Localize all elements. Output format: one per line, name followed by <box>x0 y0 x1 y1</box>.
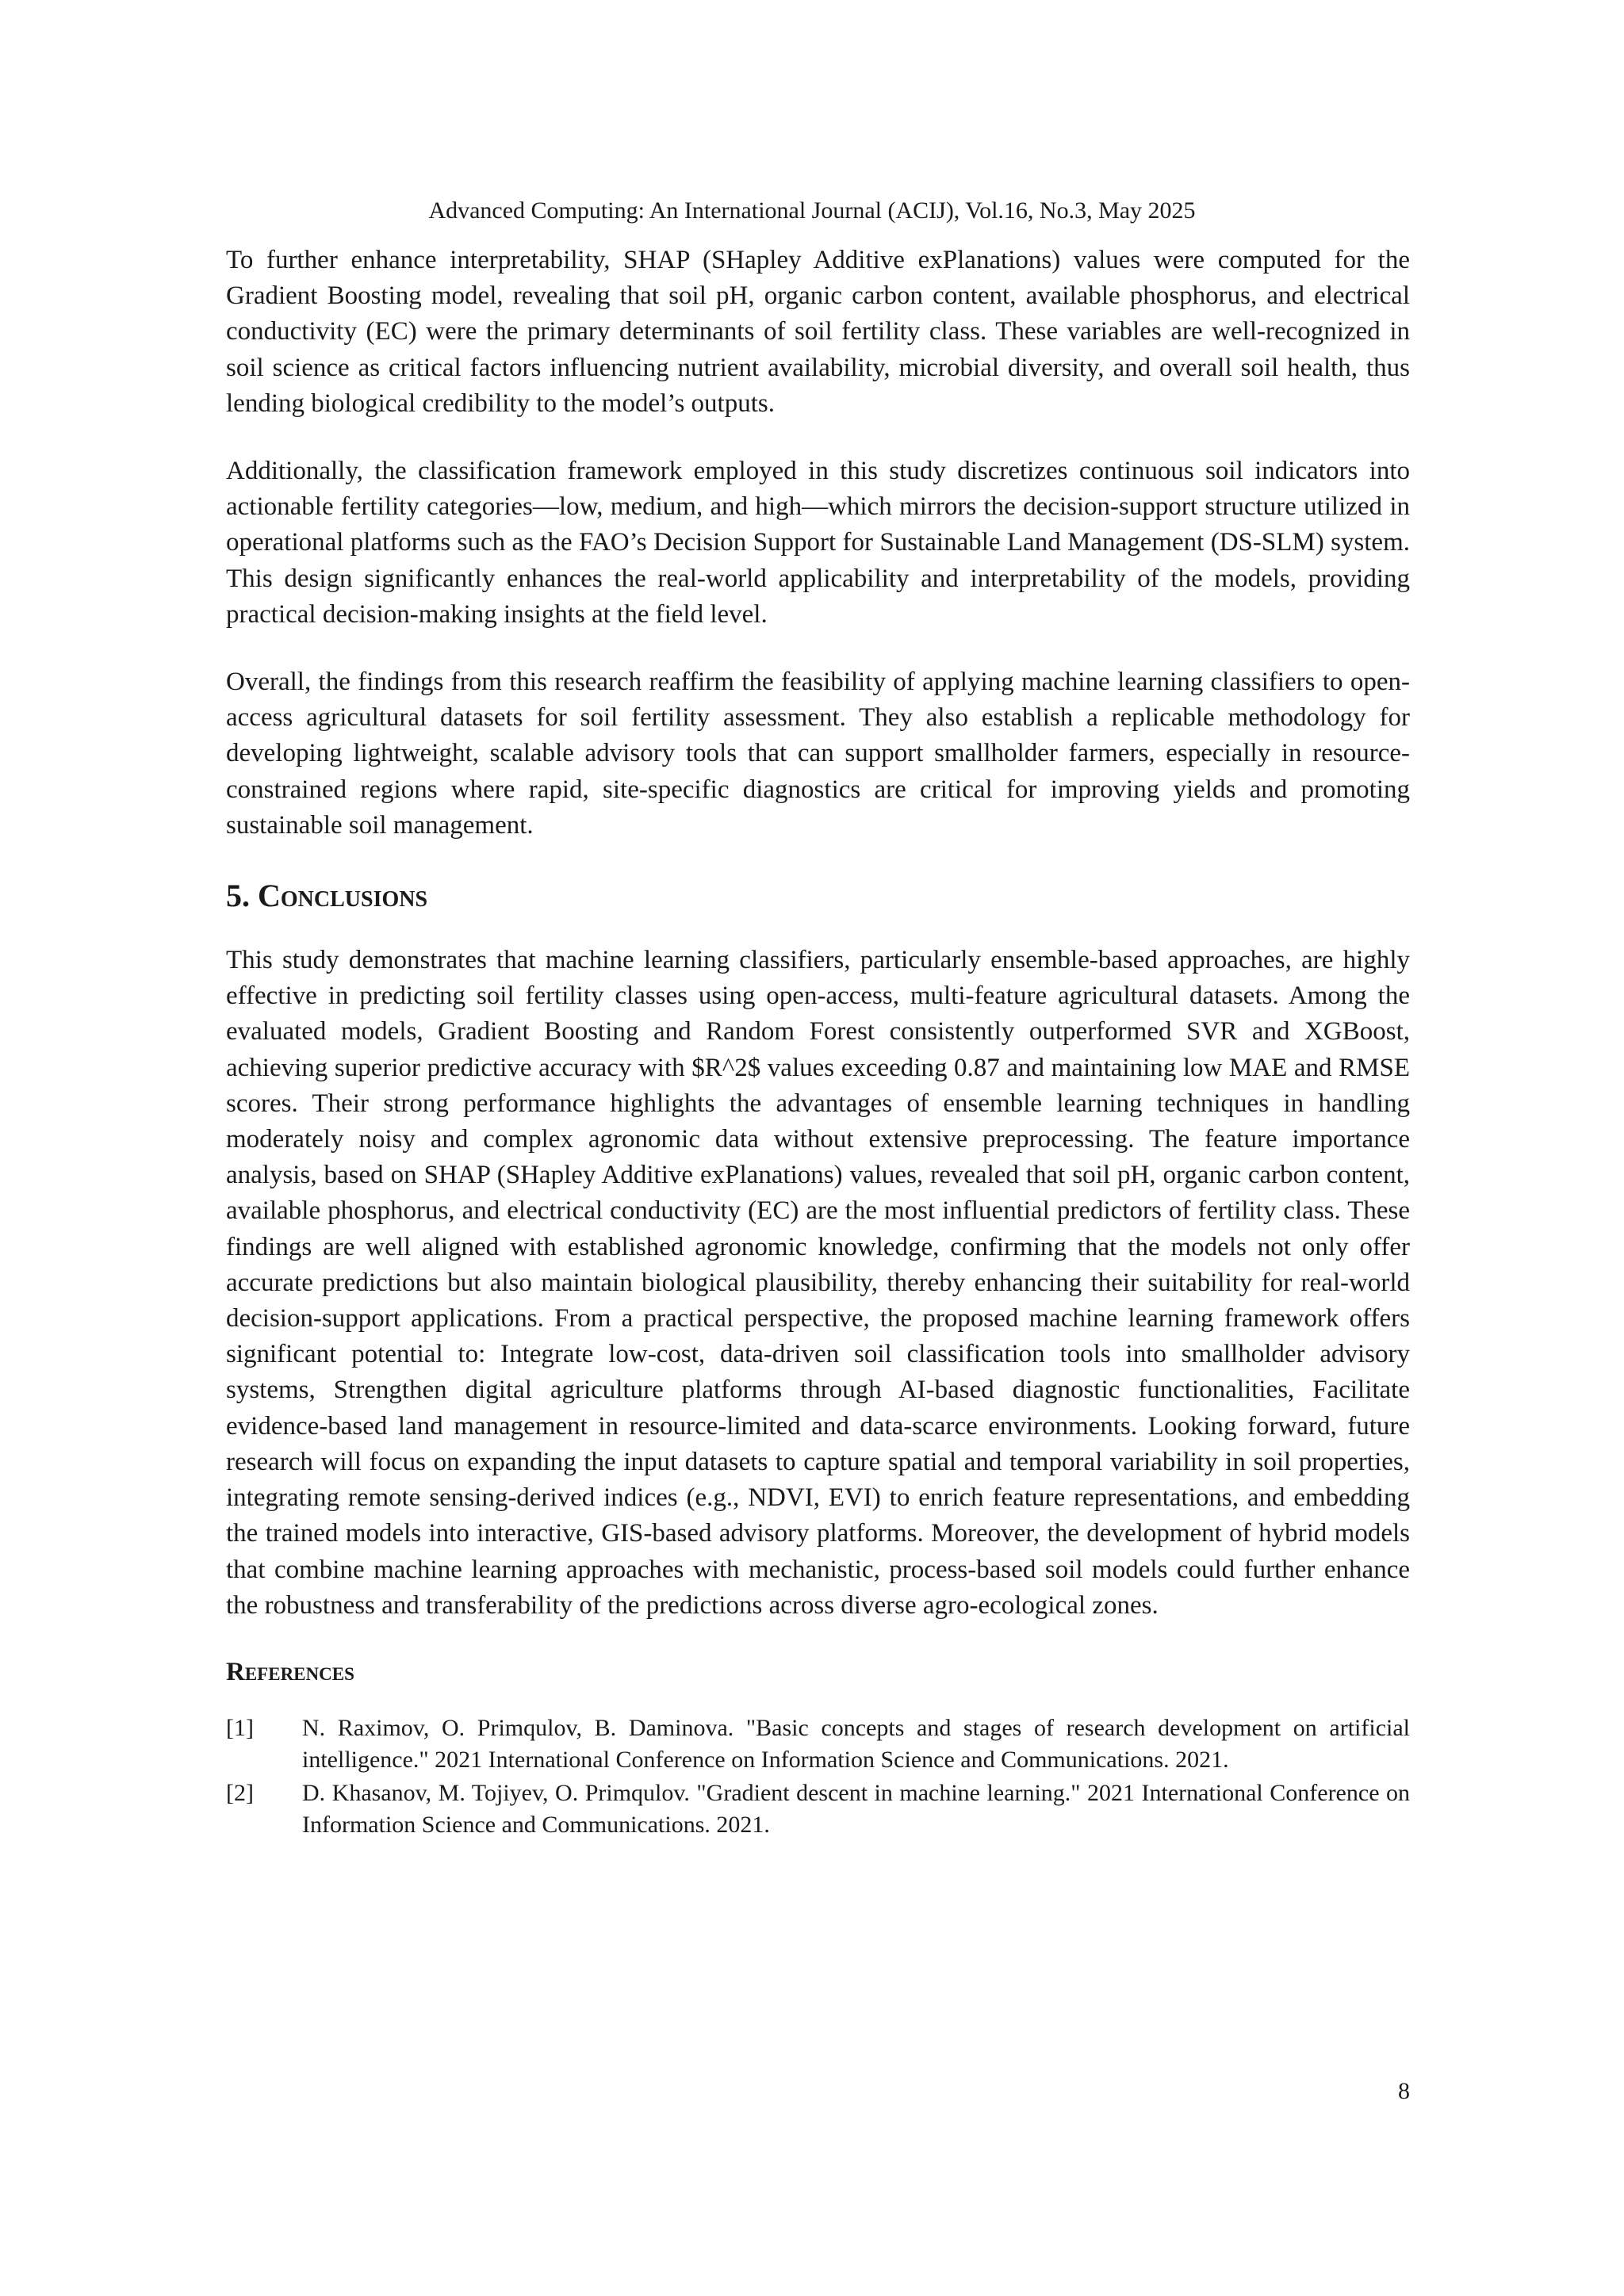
reference-text: N. Raximov, O. Primqulov, B. Daminova. "Basic concepts and stages of research development on artificial intelligence." 2021 International Conference on Information Science and Communications. 2021. <box>302 1714 1410 1773</box>
running-header: Advanced Computing: An International Journal (ACIJ), Vol.16, No.3, May 2025 <box>428 197 1196 224</box>
section-heading-references: References <box>226 1657 354 1686</box>
section-heading-conclusions: 5. Conclusions <box>226 878 428 914</box>
body-column <box>226 243 1410 1843</box>
paragraph-classification-framework: Additionally, the classification framework employed in this study discretizes continuous soil indicators into actionable fertility categories—low, medium, and high—which mirrors the decision-support structure utilized in operational platforms such as the FAO’s Decision Support for Sustainable Land Management (DS-SLM) system. This design significantly enhances the real-world applicability and interpretability of the models, providing practical decision-making insights at the field level. <box>226 457 1410 629</box>
paragraph-shap-interpretability: To further enhance interpretability, SHAP (SHapley Additive exPlanations) values were computed for the Gradient Boosting model, revealing that soil pH, organic carbon content, available phosphorus, and electrical conductivity (EC) were the primary determinants of soil fertility class. These variables are well-recognized in soil science as critical factors influencing nutrient availability, microbial diversity, and overall soil health, thus lending biological credibility to the model’s outputs. <box>226 246 1410 418</box>
reference-list <box>226 1712 1410 1841</box>
reference-number: [2] <box>226 1779 254 1806</box>
reference-item <box>226 1777 1410 1841</box>
reference-item <box>226 1712 1410 1776</box>
paragraph-overall-findings: Overall, the findings from this research reaffirm the feasibility of applying machine learning classifiers to open-access agricultural datasets for soil fertility assessment. They also establish a replicable methodology for developing lightweight, scalable advisory tools that can support smallholder farmers, especially in resource-constrained regions where rapid, site-specific diagnostics are critical for improving yields and promoting sustainable soil management. <box>226 668 1410 840</box>
paragraph-conclusions: This study demonstrates that machine learning classifiers, particularly ensemble-based approaches, are highly effective in predicting soil fertility classes using open-access, multi-feature agricultural datasets. Among the evaluated models, Gradient Boosting and Random Forest consistently outperformed SVR and XGBoost, achieving superior predictive accuracy with $R^2$ values exceeding 0.87 and maintaining low MAE and RMSE scores. Their strong performance highlights the advantages of ensemble learning techniques in handling moderately noisy and complex agronomic data without extensive preprocessing. The feature importance analysis, based on SHAP (SHapley Additive exPlanations) values, revealed that soil pH, organic carbon content, available phosphorus, and electrical conductivity (EC) are the most influential predictors of fertility class. These findings are well aligned with established agronomic knowledge, confirming that the models not only offer accurate predictions but also maintain biological plausibility, thereby enhancing their suitability for real-world decision-support applications. From a practical perspective, the proposed machine learning framework offers significant potential to: Integrate low-cost, data-driven soil classification tools into smallholder advisory systems, Strengthen digital agriculture platforms through AI-based diagnostic functionalities, Facilitate evidence-based land management in resource-limited and data-scarce environments. Looking forward, future research will focus on expanding the input datasets to capture spatial and temporal variability in soil properties, integrating remote sensing-derived indices (e.g., NDVI, EVI) to enrich feature representations, and embedding the trained models into interactive, GIS-based advisory platforms. Moreover, the development of hybrid models that combine machine learning approaches with mechanistic, process-based soil models could further enhance the robustness and transferability of the predictions across diverse agro-ecological zones. <box>226 946 1410 1620</box>
page-number: 8 <box>1398 2078 1410 2104</box>
reference-text: D. Khasanov, M. Tojiyev, O. Primqulov. "Gradient descent in machine learning." 2021 International Conference on Information Science and Communications. 2021. <box>302 1779 1410 1838</box>
reference-number: [1] <box>226 1714 254 1741</box>
